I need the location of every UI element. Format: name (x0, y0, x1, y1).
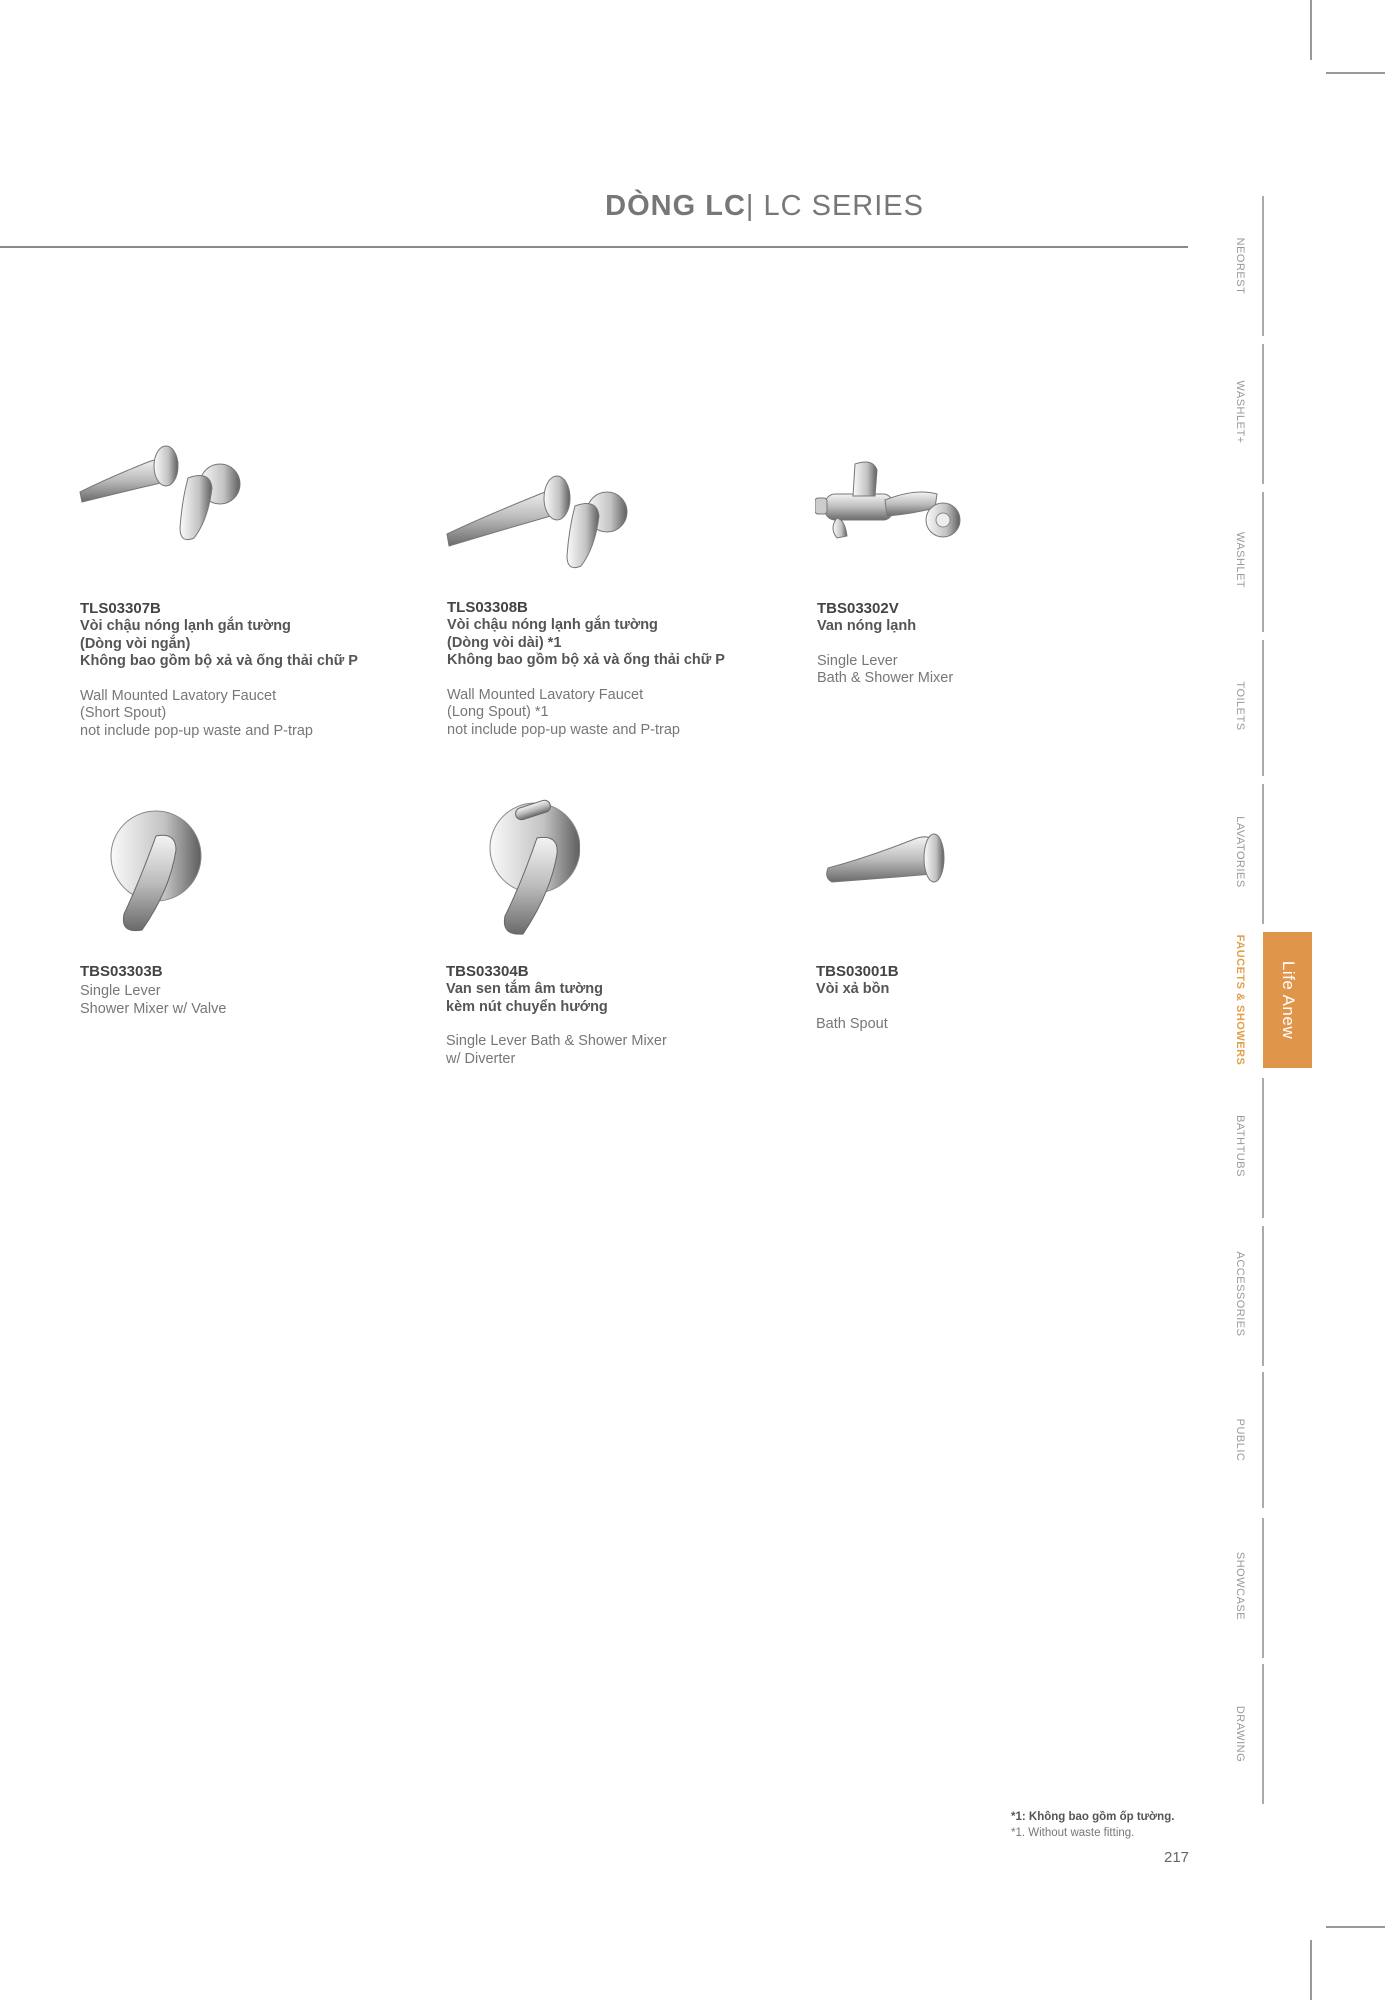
product-name-en (80, 688, 420, 741)
title-separator: | (745, 190, 755, 222)
sidebar-divider (1262, 196, 1264, 336)
product-code: TLS03308B (447, 599, 528, 616)
sidebar-divider (1262, 640, 1264, 776)
crop-mark (1326, 1926, 1385, 1928)
en-line: Single Lever Bath & Shower Mixer (446, 1033, 667, 1049)
wall-faucet-long-spout-icon (445, 470, 630, 575)
page-title (605, 190, 924, 223)
sidebar-item-label: FAUCETS & SHOWERS (1234, 934, 1246, 1066)
vi-line: Van nóng lạnh (817, 618, 917, 634)
page-number: 217 (1164, 1849, 1190, 1866)
product-name-vi (446, 981, 786, 1016)
sidebar-item-label: PUBLIC (1234, 1418, 1246, 1462)
vi-line: Vòi chậu nóng lạnh gắn tường (447, 617, 658, 633)
sidebar-divider (1262, 1372, 1264, 1508)
wall-faucet-short-spout-icon (78, 440, 243, 545)
active-section-tab (1263, 932, 1312, 1068)
sidebar-item-label: SHOWCASE (1234, 1551, 1246, 1621)
product-tls03307b (80, 600, 420, 740)
en-line: Wall Mounted Lavatory Faucet (447, 686, 644, 703)
product-name-en (446, 1033, 786, 1068)
sidebar-item-label: DRAWING (1234, 1705, 1246, 1763)
sidebar-divider (1262, 344, 1264, 484)
sidebar-item-label: NEOREST (1234, 237, 1246, 295)
vi-line: kèm nút chuyển hướng (446, 998, 608, 1015)
product-code: TBS03303B (80, 963, 163, 980)
shower-mixer-valve-icon (108, 810, 203, 935)
en-line: not include pop-up waste and P-trap (80, 722, 313, 739)
sidebar-item-label: LAVATORIES (1234, 816, 1246, 888)
sidebar-divider (1262, 492, 1264, 632)
vi-line: Vòi xả bồn (816, 981, 890, 997)
product-name-vi (447, 617, 787, 670)
vi-line: (Dòng vòi ngắn) (80, 635, 191, 652)
en-line: Wall Mounted Lavatory Faucet (80, 687, 277, 704)
product-name-en (80, 983, 420, 1018)
product-tbs03303b (80, 963, 420, 1018)
sidebar-item-label: TOILETS (1234, 681, 1246, 731)
vi-line: (Dòng vòi dài) *1 (447, 634, 562, 651)
bath-spout-icon (826, 828, 951, 888)
sidebar-item-label: ACCESSORIES (1234, 1251, 1246, 1337)
sidebar-divider (1262, 1078, 1264, 1218)
crop-mark (1310, 0, 1312, 60)
sidebar-divider (1262, 1664, 1264, 1804)
product-name-vi (80, 618, 420, 671)
product-name-vi (817, 618, 1157, 636)
product-code: TLS03307B (80, 600, 161, 617)
product-code: TBS03302V (817, 600, 899, 617)
product-code: TBS03304B (446, 963, 529, 980)
sidebar-item-label: BATHTUBS (1234, 1115, 1246, 1177)
en-line: (Long Spout) *1 (447, 704, 549, 720)
en-line: Single Lever (80, 983, 161, 999)
tab-label: Life Anew (1278, 960, 1298, 1040)
vi-line: Không bao gồm bộ xả và ống thải chữ P (447, 652, 725, 668)
product-name-en (817, 653, 1157, 688)
sidebar-divider (1262, 1226, 1264, 1366)
footnote-vi: *1: Không bao gồm ốp tường. (1011, 1811, 1175, 1823)
product-tbs03001b (816, 963, 1156, 1033)
sidebar-item-label: WASHLET (1234, 531, 1246, 589)
bath-shower-mixer-icon (815, 458, 965, 553)
vi-line: Vòi chậu nóng lạnh gắn tường (80, 618, 291, 634)
vi-line: Van sen tắm âm tường (446, 981, 603, 997)
product-name-en (447, 687, 787, 740)
product-name-en (816, 1016, 1156, 1034)
en-line: Bath Spout (816, 1015, 888, 1032)
sidebar-item-label: WASHLET+ (1234, 380, 1246, 444)
header-rule (0, 246, 1188, 248)
crop-mark (1326, 72, 1385, 74)
product-tls03308b (447, 599, 787, 739)
product-tbs03304b (446, 963, 786, 1068)
en-line: Shower Mixer w/ Valve (80, 1000, 227, 1017)
title-vi: DÒNG LC (605, 190, 746, 222)
en-line: (Short Spout) (80, 705, 167, 721)
product-code: TBS03001B (816, 963, 899, 980)
en-line: Single Lever (817, 652, 898, 669)
vi-line: Không bao gồm bộ xả và ống thải chữ P (80, 653, 358, 669)
footnote-en: *1. Without waste fitting. (1011, 1827, 1135, 1839)
en-line: w/ Diverter (446, 1050, 516, 1067)
product-tbs03302v (817, 600, 1157, 688)
sidebar-divider (1262, 784, 1264, 924)
product-name-vi (816, 981, 1156, 999)
en-line: not include pop-up waste and P-trap (447, 721, 680, 738)
shower-mixer-diverter-icon (485, 788, 580, 938)
en-line: Bath & Shower Mixer (817, 670, 954, 686)
title-en: LC SERIES (754, 190, 924, 222)
crop-mark (1310, 1940, 1312, 2000)
sidebar-divider (1262, 1518, 1264, 1658)
